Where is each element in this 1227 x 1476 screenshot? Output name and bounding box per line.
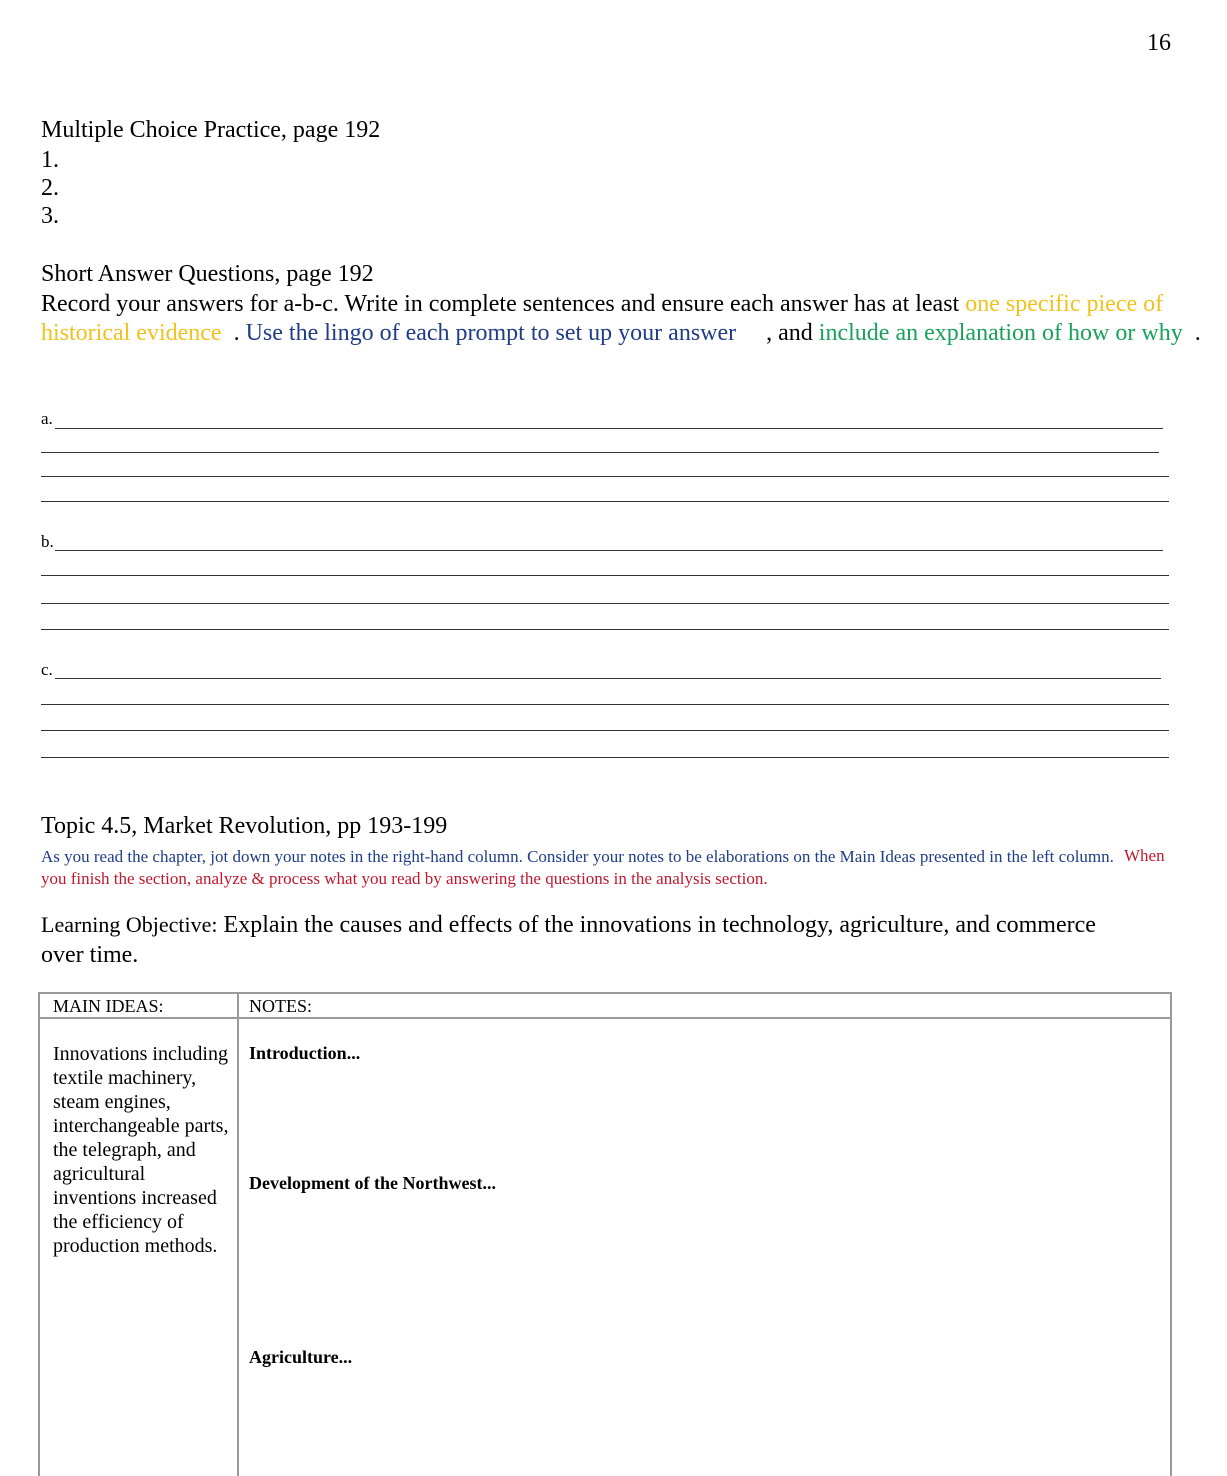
learning-objective	[41, 910, 1096, 970]
note-heading-introduction: Introduction...	[249, 1043, 361, 1063]
learning-objective-label: Learning Objective:	[41, 912, 218, 937]
instruction-comma-and: , and	[766, 320, 819, 346]
note-heading-northwest: Development of the Northwest...	[249, 1173, 496, 1193]
page-number: 16	[1147, 30, 1171, 56]
answer-line[interactable]	[55, 678, 1161, 679]
multiple-choice-title: Multiple Choice Practice, page 192	[41, 117, 381, 143]
answer-line[interactable]	[41, 575, 1169, 576]
answer-label-a: a.	[41, 409, 53, 428]
header-divider	[40, 1017, 1170, 1019]
instruction-explanation: include an explanation of how or why	[818, 320, 1183, 346]
topic-title: Topic 4.5, Market Revolution, pp 193-199	[41, 813, 448, 839]
answer-line[interactable]	[41, 629, 1169, 630]
answer-line[interactable]	[41, 452, 1159, 453]
answer-line[interactable]	[41, 757, 1169, 758]
header-main-ideas: MAIN IDEAS:	[53, 996, 164, 1016]
topic-instruction-red: you finish the section, analyze & process what you read by answering the questions in the analysis section.	[41, 869, 768, 888]
note-heading-agriculture: Agriculture...	[249, 1347, 353, 1367]
instruction-lingo: Use the lingo of each prompt to set up your answer	[245, 320, 737, 346]
mc-item: 2.	[41, 175, 59, 201]
answer-line[interactable]	[41, 501, 1169, 502]
instruction-evidence: one specific piece of historical evidence	[41, 291, 1164, 346]
mc-item: 1.	[41, 147, 59, 173]
answer-label-c: c.	[41, 660, 53, 679]
instruction-text: Record your answers for a-b-c. Write in complete sentences and ensure each answer has at least	[41, 291, 966, 317]
instruction-dot: .	[233, 320, 246, 346]
answer-line[interactable]	[55, 550, 1163, 551]
learning-objective-text: over time.	[41, 942, 139, 968]
multiple-choice-list	[41, 146, 59, 230]
answer-line[interactable]	[41, 603, 1169, 604]
column-divider	[237, 994, 239, 1476]
instruction-dot: .	[1194, 320, 1201, 346]
mc-item: 3.	[41, 203, 59, 229]
notes-table	[38, 992, 1172, 1476]
answer-line[interactable]	[41, 730, 1169, 731]
learning-objective-text: Explain the causes and effects of the innovations in technology, agriculture, and commerce	[223, 912, 1096, 938]
topic-instruction-when: When	[1124, 846, 1165, 865]
topic-instruction-blue: As you read the chapter, jot down your notes in the right-hand column. Consider your notes to be elaborations on the Main Ideas presented in the left column.	[41, 847, 1114, 866]
short-answer-title: Short Answer Questions, page 192	[41, 261, 374, 287]
header-notes: NOTES:	[249, 996, 312, 1016]
answer-label-b: b.	[41, 532, 54, 551]
main-idea-text: Innovations including textile machinery, steam engines, interchangeable parts, the telegraph, and agricultural inventions increased the efficiency of production methods.	[53, 1043, 229, 1257]
short-answer-instructions	[41, 290, 1201, 348]
topic-instructions	[41, 846, 1114, 890]
answer-line[interactable]	[41, 704, 1169, 705]
answer-line[interactable]	[55, 428, 1163, 429]
answer-line[interactable]	[41, 476, 1169, 477]
